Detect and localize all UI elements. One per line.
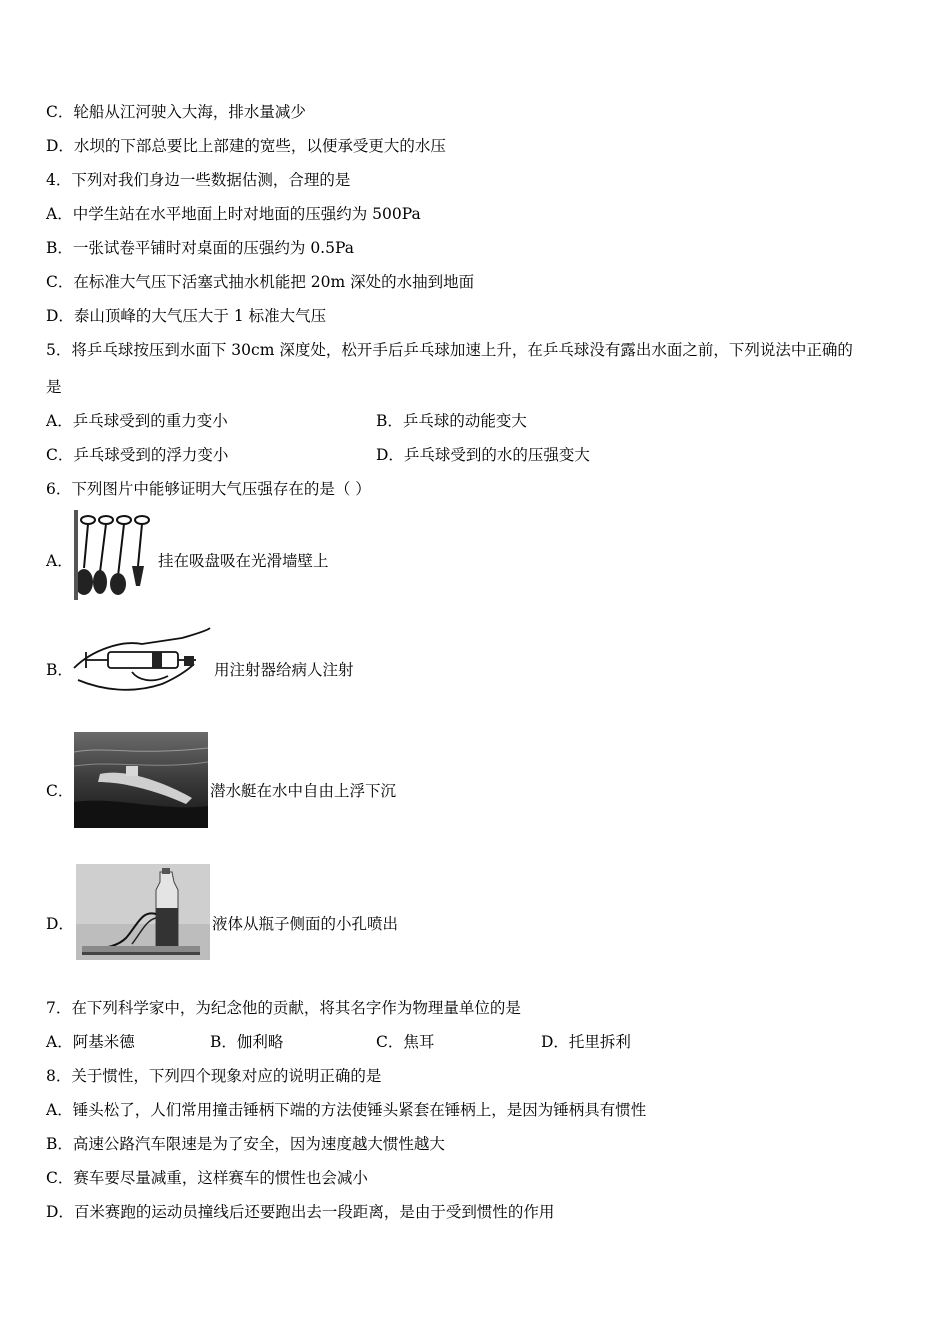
q6-option-d-text: 液体从瓶子侧面的小孔喷出 <box>212 915 399 933</box>
q6-option-d-label: D． <box>46 915 74 933</box>
q4-option-b: B．一张试卷平铺时对桌面的压强约为 0.5Pa <box>46 239 354 257</box>
q4-option-d: D．泰山顶峰的大气压大于 1 标准大气压 <box>46 307 327 325</box>
q6-option-a-label: A． <box>46 552 73 570</box>
q6-option-b-text: 用注射器给病人注射 <box>214 661 354 679</box>
q8-stem: 8．关于惯性，下列四个现象对应的说明正确的是 <box>46 1067 382 1085</box>
q8-option-a: A．锤头松了，人们常用撞击锤柄下端的方法使锤头紧套在锤柄上，是因为锤柄具有惯性 <box>46 1101 647 1119</box>
q8-option-b: B．高速公路汽车限速是为了安全，因为速度越大惯性越大 <box>46 1135 445 1153</box>
q7-option-d: D．托里拆利 <box>541 1033 631 1051</box>
q5-option-c: C．乒乓球受到的浮力变小 <box>46 446 229 464</box>
q7-option-a: A．阿基米德 <box>46 1033 135 1051</box>
q5-option-a: A．乒乓球受到的重力变小 <box>46 412 228 430</box>
q6-option-a <box>46 510 926 600</box>
q7-option-b: B．伽利略 <box>210 1033 284 1051</box>
q6-option-a-text: 挂在吸盘吸在光滑墙壁上 <box>158 552 329 570</box>
syringe-image <box>72 620 212 700</box>
q5-stem-cont: 是 <box>46 378 62 396</box>
q6-option-c-text: 潜水艇在水中自由上浮下沉 <box>210 782 397 800</box>
q6-stem: 6．下列图片中能够证明大气压强存在的是（ ） <box>46 480 371 498</box>
q6-option-d <box>46 864 926 960</box>
q8-option-d: D．百米赛跑的运动员撞线后还要跑出去一段距离，是由于受到惯性的作用 <box>46 1203 555 1221</box>
q3-option-c: C．轮船从江河驶入大海，排水量减少 <box>46 103 306 121</box>
q8-option-c: C．赛车要尽量减重，这样赛车的惯性也会减小 <box>46 1169 368 1187</box>
bottle-image <box>76 864 210 960</box>
q6-option-c <box>46 732 926 830</box>
q5-stem: 5．将乒乓球按压到水面下 30cm 深度处，松开手后乒乓球加速上升，在乒乓球没有露出水面之前，下列说法中正确的 <box>46 341 853 359</box>
q4-stem: 4．下列对我们身边一些数据估测，合理的是 <box>46 171 351 189</box>
q6-option-c-label: C． <box>46 782 74 800</box>
submarine-image <box>74 732 208 828</box>
q6-option-b-label: B． <box>46 661 73 679</box>
q3-option-d: D．水坝的下部总要比上部建的宽些，以便承受更大的水压 <box>46 137 446 155</box>
q5-option-d: D．乒乓球受到的水的压强变大 <box>376 446 590 464</box>
q5-option-b: B．乒乓球的动能变大 <box>376 412 527 430</box>
q4-option-a: A．中学生站在水平地面上时对地面的压强约为 500Pa <box>46 205 421 223</box>
suction-hooks-image <box>74 510 156 600</box>
q7-stem: 7．在下列科学家中，为纪念他的贡献，将其名字作为物理量单位的是 <box>46 999 521 1017</box>
q4-option-c: C．在标准大气压下活塞式抽水机能把 20m 深处的水抽到地面 <box>46 273 475 291</box>
q6-option-b <box>46 620 926 700</box>
q7-option-c: C．焦耳 <box>376 1033 435 1051</box>
